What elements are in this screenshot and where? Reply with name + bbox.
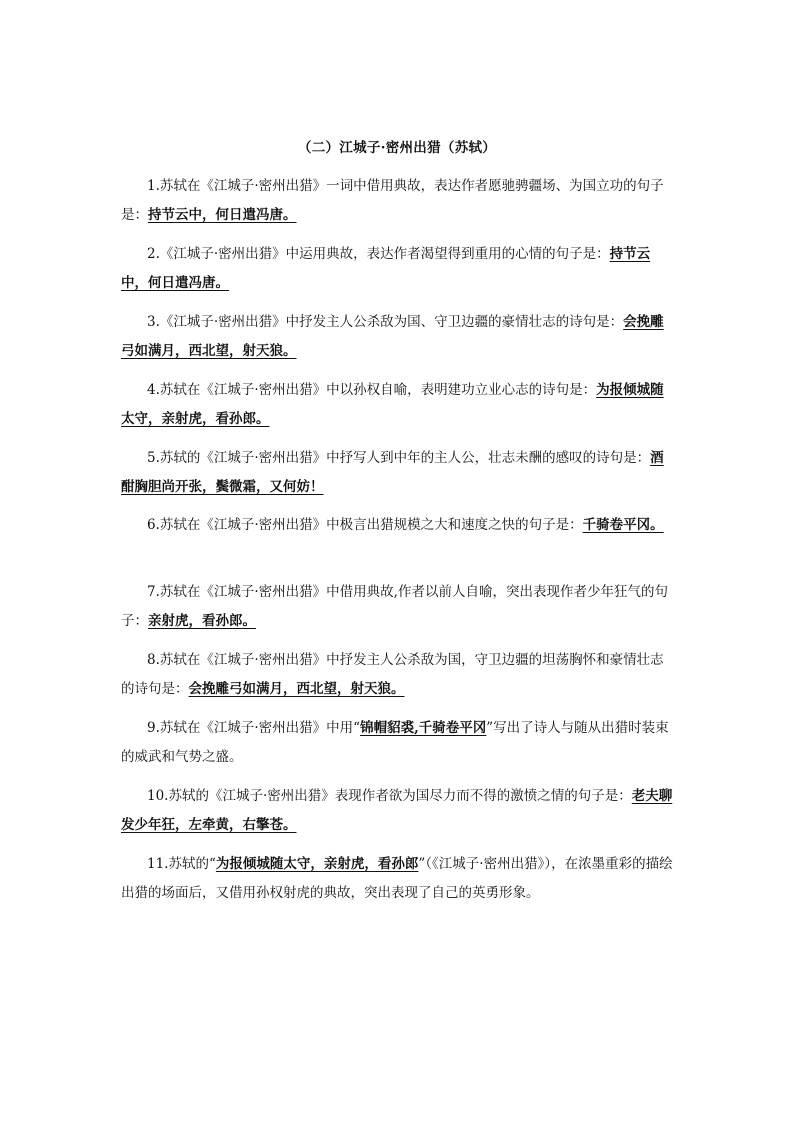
section-title: （二）江城子·密州出猎（苏轼） <box>297 140 497 156</box>
question-text: 5.苏轼的《江城子·密州出猎》中抒写人到中年的主人公，壮志未酬的感叹的诗句是： <box>147 450 651 466</box>
answer-text: 为报倾城随太守，亲射虎，看孙郎 <box>215 856 419 872</box>
question-text: 11.苏轼的“ <box>147 856 216 872</box>
answer-text: 酒酣胸胆尚开张，鬓微霜，又何妨！ <box>121 450 664 495</box>
question-item-8 <box>121 646 673 704</box>
question-text: 4.苏轼在《江城子·密州出猎》中以孙权自喻，表明建功立业心志的诗句是： <box>147 382 597 398</box>
question-text: 2.《江城子·密州出猎》中运用典故，表达作者渴望得到重用的心情的句子是： <box>147 246 610 262</box>
question-item-3 <box>121 308 673 366</box>
question-item-4 <box>121 376 673 434</box>
question-text: 10.苏轼的《江城子·密州出猎》表现作者欲为国尽力而不得的激愤之情的句子是： <box>147 788 632 804</box>
question-item-7 <box>121 578 673 636</box>
question-item-11 <box>121 850 673 908</box>
question-item-6 <box>121 511 673 540</box>
answer-text: 持节云中，何日遣冯唐。 <box>121 246 651 291</box>
question-item-2 <box>121 240 673 298</box>
question-text: 6.苏轼在《江城子·密州出猎》中极言出猎规模之大和速度之快的句子是： <box>147 517 583 533</box>
question-tail: ”写出了诗人与随从出猎时装束的威武和气势之盛。 <box>121 720 669 765</box>
question-tail: ”（《江城子·密州出猎》），在浓墨重彩的描绘出猎的场面后，又借用孙权射虎的典故，突出表现了自己的英勇形象。 <box>121 856 673 901</box>
answer-text: 会挽雕弓如满月，西北望，射天狼。 <box>188 681 405 697</box>
question-text: 7.苏轼在《江城子·密州出猎》中借用典故,作者以前人自喻，突出表现作者少年狂气的句子： <box>121 584 668 629</box>
question-text: 9.苏轼在《江城子·密州出猎》中用“ <box>147 720 361 736</box>
question-item-1 <box>121 172 673 230</box>
answer-text: 会挽雕弓如满月，西北望，射天狼。 <box>121 314 664 359</box>
question-text: 8.苏轼在《江城子·密州出猎》中抒发主人公杀敌为国，守卫边疆的坦荡胸怀和豪情壮志的诗句是： <box>121 652 664 697</box>
question-item-5 <box>121 444 673 502</box>
answer-text: 锦帽貂裘,千骑卷平冈 <box>360 720 487 736</box>
answer-text: 为报倾城随太守，亲射虎，看孙郎。 <box>121 382 664 427</box>
answer-text: 亲射虎，看孙郎。 <box>148 613 256 629</box>
question-item-9 <box>121 714 673 772</box>
question-text: 1.苏轼在《江城子·密州出猎》一词中借用典故，表达作者愿驰骋疆场、为国立功的句子是： <box>121 178 664 223</box>
answer-text: 千骑卷平冈。 <box>582 517 664 533</box>
question-text: 3.《江城子·密州出猎》中抒发主人公杀敌为国、守卫边疆的豪情壮志的诗句是： <box>147 314 624 330</box>
question-item-10 <box>121 782 673 840</box>
answer-text: 持节云中，何日遣冯唐。 <box>148 207 297 223</box>
answer-text: 老夫聊发少年狂，左牵黄，右擎苍。 <box>121 788 673 833</box>
